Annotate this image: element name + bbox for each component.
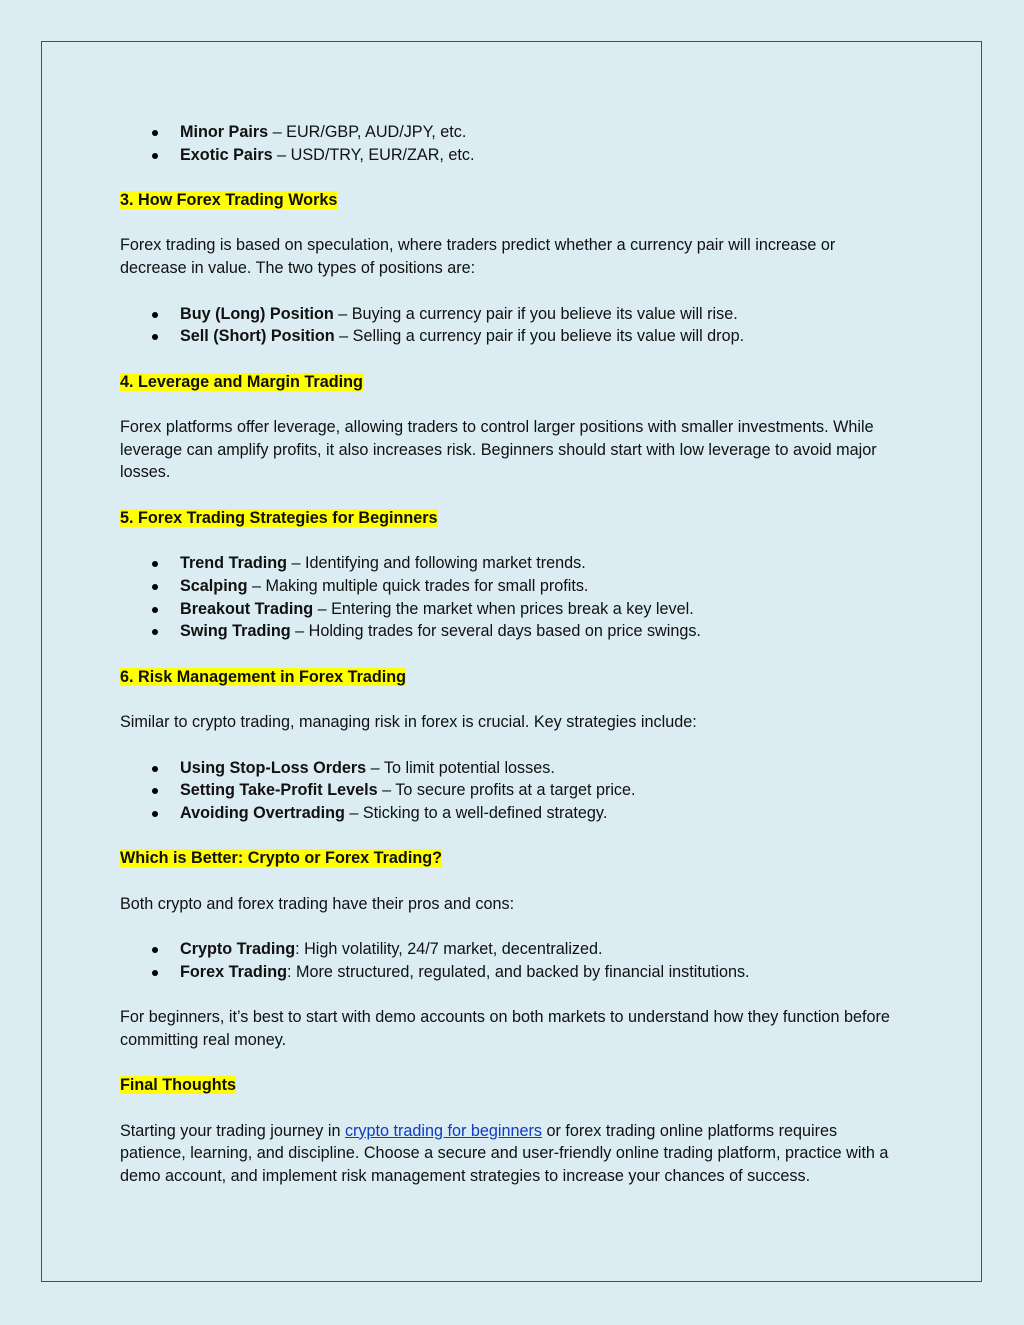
- comparison-list: [120, 938, 900, 983]
- list-item: Buy (Long) Position – Buying a currency pair if you believe its value will rise.: [120, 303, 900, 326]
- list-item: Breakout Trading – Entering the market when prices break a key level.: [120, 598, 900, 621]
- list-item: Avoiding Overtrading – Sticking to a well-defined strategy.: [120, 802, 900, 825]
- list-item: Crypto Trading: High volatility, 24/7 market, decentralized.: [120, 938, 900, 961]
- currency-pairs-list: [120, 121, 900, 166]
- crypto-trading-link[interactable]: crypto trading for beginners: [344, 1121, 543, 1140]
- list-item: Swing Trading – Holding trades for several days based on price swings.: [120, 620, 900, 643]
- section-heading-how-forex-works: 3. How Forex Trading Works: [120, 191, 338, 210]
- list-item: Exotic Pairs – USD/TRY, EUR/ZAR, etc.: [120, 144, 900, 167]
- section-heading-leverage: 4. Leverage and Margin Trading: [120, 372, 363, 391]
- section-heading-risk-management: 6. Risk Management in Forex Trading: [120, 667, 407, 686]
- list-item: Forex Trading: More structured, regulated, and backed by financial institutions.: [120, 961, 900, 984]
- section-paragraph: Forex trading is based on speculation, where traders predict whether a currency pair will increase or decrease in value. The two types of positions are:: [120, 236, 836, 278]
- section-paragraph: For beginners, it’s best to start with demo accounts on both markets to understand how they function before committing real money.: [120, 1008, 890, 1049]
- list-item: Trend Trading – Identifying and following market trends.: [120, 552, 900, 575]
- document-body: [120, 121, 900, 1188]
- section-paragraph: Similar to crypto trading, managing risk in forex is crucial. Key strategies include:: [120, 713, 697, 732]
- section-heading-strategies: 5. Forex Trading Strategies for Beginners: [120, 508, 438, 527]
- list-item: Sell (Short) Position – Selling a currency pair if you believe its value will drop.: [120, 325, 900, 348]
- positions-list: [120, 303, 900, 348]
- section-heading-final-thoughts: Final Thoughts: [120, 1076, 236, 1095]
- list-item: Minor Pairs – EUR/GBP, AUD/JPY, etc.: [120, 121, 900, 144]
- section-heading-comparison: Which is Better: Crypto or Forex Trading?: [120, 849, 442, 868]
- section-paragraph: Forex platforms offer leverage, allowing traders to control larger positions with smaller investments. While leverage can amplify profits, it also increases risk. Beginners should start with low leverage to avoid major losses.: [120, 418, 877, 482]
- final-paragraph: Starting your trading journey in crypto trading for beginners or forex trading online platforms requires patience, learning, and discipline. Choose a secure and user-friendly online trading platform, practice with a demo account, and implement risk management strategies to increase your chances of success.: [120, 1121, 889, 1186]
- list-item: Scalping – Making multiple quick trades for small profits.: [120, 575, 900, 598]
- list-item: Setting Take-Profit Levels – To secure profits at a target price.: [120, 779, 900, 802]
- list-item: Using Stop-Loss Orders – To limit potential losses.: [120, 757, 900, 780]
- strategies-list: [120, 552, 900, 643]
- section-paragraph: Both crypto and forex trading have their pros and cons:: [120, 894, 515, 913]
- risk-strategies-list: [120, 757, 900, 825]
